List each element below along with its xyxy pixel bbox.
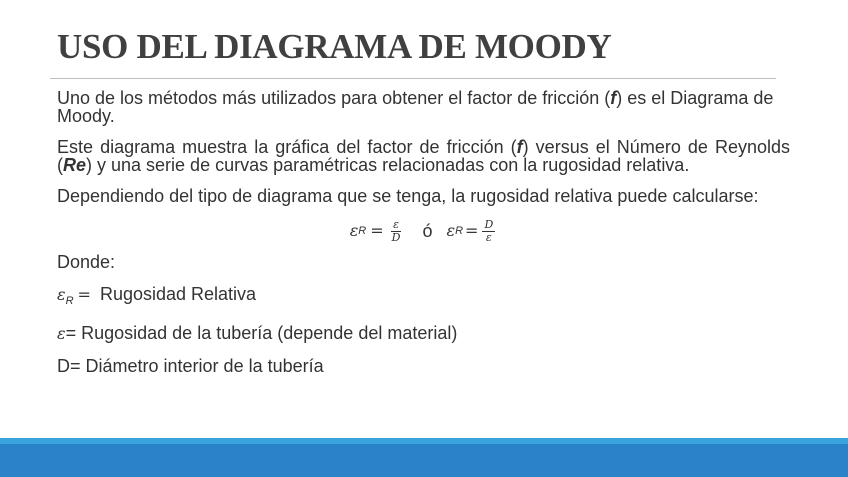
footer-bar: [0, 444, 848, 477]
friction-factor-symbol: f: [610, 88, 617, 108]
relative-roughness-formula: [57, 216, 790, 246]
donde-label: Donde:: [57, 252, 116, 272]
paragraph-description: [57, 138, 790, 174]
definition-subscript: R: [65, 295, 74, 307]
formula-epsilon: ε: [349, 221, 359, 240]
slide-title: USO DEL DIAGRAMA DE MOODY: [57, 27, 612, 66]
definition-relative-roughness: [57, 285, 790, 310]
formula-subscript: R: [455, 225, 464, 237]
slide-body: [57, 89, 790, 389]
definition-epsilon: ε: [57, 285, 66, 304]
definition-epsilon: ε: [57, 324, 66, 343]
paragraph-calculation: Dependiendo del tipo de diagrama que se tenga, la rugosidad relativa puede calcularse:: [57, 186, 759, 206]
fraction-epsilon-over-d: [390, 219, 403, 244]
title-divider: [50, 78, 776, 79]
definition-text: Rugosidad Relativa: [99, 284, 257, 304]
fraction-numerator: D: [484, 217, 494, 231]
fraction-d-over-epsilon: [482, 219, 495, 244]
paragraph-description-text-c: ) y una serie de curvas paramétricas relacionadas con la rugosidad relativa.: [86, 155, 690, 175]
reynolds-symbol: Re: [63, 155, 87, 175]
definition-equals: =: [77, 285, 91, 304]
paragraph-intro-text-b: ) es el Diagrama de Moody.: [57, 88, 774, 126]
formula-equals: =: [370, 221, 384, 240]
fraction-denominator: ε: [485, 230, 492, 244]
fraction-numerator: ε: [393, 217, 400, 231]
definition-text: = Rugosidad de la tubería (depende del material): [65, 323, 458, 343]
fraction-denominator: D: [391, 230, 401, 244]
formula-equals: =: [465, 221, 479, 240]
paragraph-intro: [57, 89, 790, 125]
definition-diameter: D= Diámetro interior de la tubería: [57, 356, 324, 376]
formula-epsilon: ε: [446, 221, 456, 240]
friction-factor-symbol: f: [516, 137, 523, 157]
paragraph-description-text-a: Este diagrama muestra la gráfica del factor de fricción (: [57, 137, 517, 157]
paragraph-description-text-b: ) versus el Número de Reynolds (: [57, 137, 790, 175]
formula-subscript: R: [358, 225, 367, 237]
paragraph-intro-text-a: Uno de los métodos más utilizados para obtener el factor de fricción (: [57, 88, 611, 108]
definition-pipe-roughness: [57, 324, 790, 343]
formula-or: ó: [422, 221, 433, 241]
